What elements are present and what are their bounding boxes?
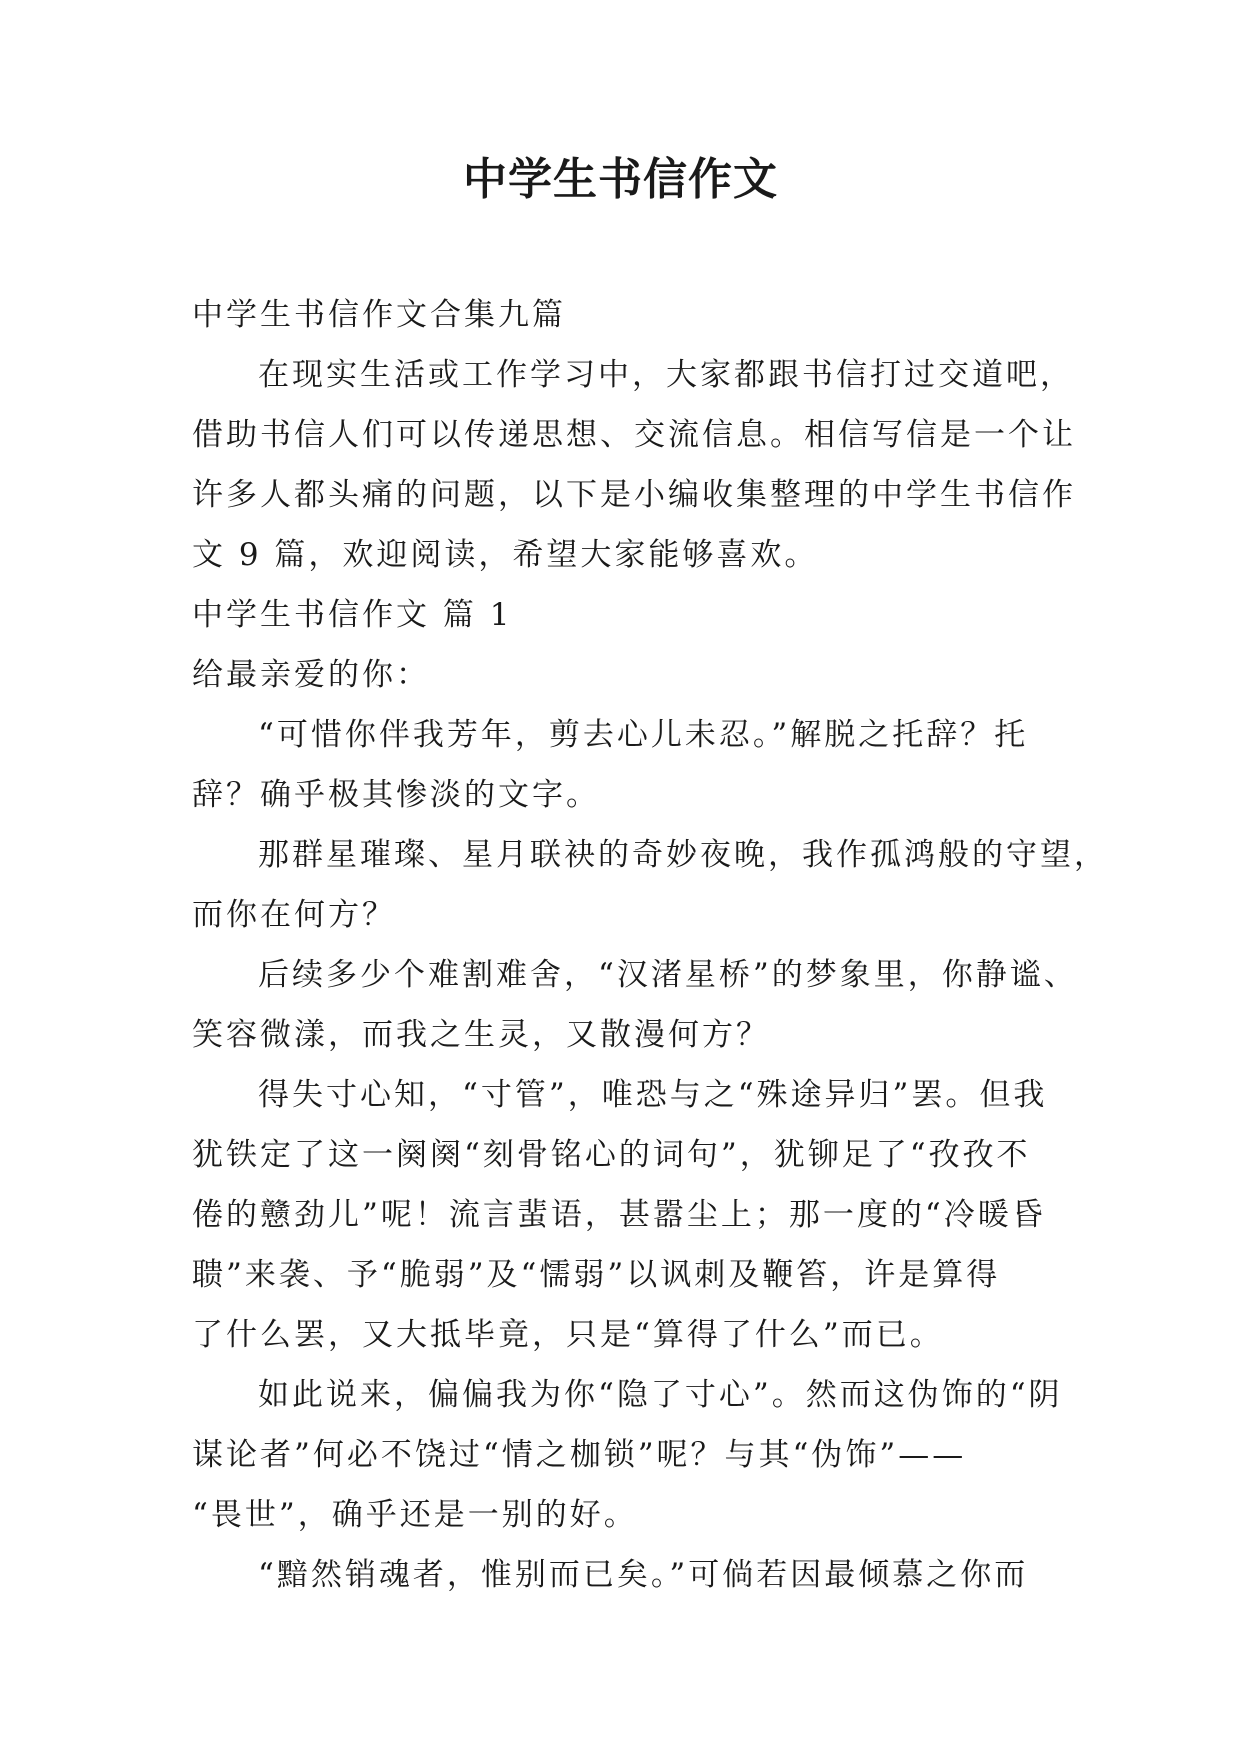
paragraph-line: 后续多少个难割难舍，“汉渚星桥”的梦象里，你静谧、	[258, 957, 1078, 993]
section-heading: 中学生书信作文 篇 1	[192, 597, 513, 633]
paragraph-line: 了什么罢，又大抵毕竟，只是“算得了什么”而已。	[192, 1317, 944, 1353]
paragraph-line: 而你在何方？	[192, 897, 396, 933]
intro-line: 文 9 篇，欢迎阅读，希望大家能够喜欢。	[192, 537, 819, 573]
document-title: 中学生书信作文	[463, 154, 778, 205]
paragraph-line: 那群星璀璨、星月联袂的奇妙夜晚，我作孤鸿般的守望，	[258, 837, 1108, 873]
paragraph-line: 笑容微漾，而我之生灵，又散漫何方？	[192, 1017, 770, 1053]
paragraph-line: 辞？确乎极其惨淡的文字。	[192, 777, 600, 813]
collection-heading: 中学生书信作文合集九篇	[192, 297, 566, 333]
intro-line: 在现实生活或工作学习中，大家都跟书信打过交道吧，	[258, 357, 1074, 393]
intro-line: 借助书信人们可以传递思想、交流信息。相信写信是一个让	[192, 417, 1076, 453]
paragraph-line: 犹铁定了这一阕阕“刻骨铭心的词句”，犹铆足了“孜孜不	[192, 1137, 1031, 1173]
paragraph-line: 如此说来，偏偏我为你“隐了寸心”。然而这伪饰的“阴	[258, 1377, 1063, 1413]
paragraph-line: “可惜你伴我芳年，剪去心儿未忍。”解脱之托辞？托	[258, 717, 1029, 753]
paragraph-line: “黯然销魂者，惟别而已矣。”可倘若因最倾慕之你而	[258, 1557, 1029, 1593]
intro-line: 许多人都头痛的问题，以下是小编收集整理的中学生书信作	[192, 477, 1076, 513]
letter-salutation: 给最亲爱的你：	[192, 657, 430, 693]
paragraph-line: 谋论者”何必不饶过“情之枷锁”呢？与其“伪饰”——	[192, 1437, 967, 1473]
paragraph-line: 聩”来袭、予“脆弱”及“懦弱”以讽刺及鞭笞，许是算得	[192, 1257, 1001, 1293]
paragraph-line: 得失寸心知，“寸管”，唯恐与之“殊途异归”罢。但我	[258, 1077, 1048, 1113]
paragraph-line: 倦的戆劲儿”呢！流言蜚语，甚嚣尘上；那一度的“冷暖昏	[192, 1197, 1046, 1233]
paragraph-line: “畏世”，确乎还是一别的好。	[192, 1497, 638, 1533]
document-body	[192, 285, 1108, 1605]
